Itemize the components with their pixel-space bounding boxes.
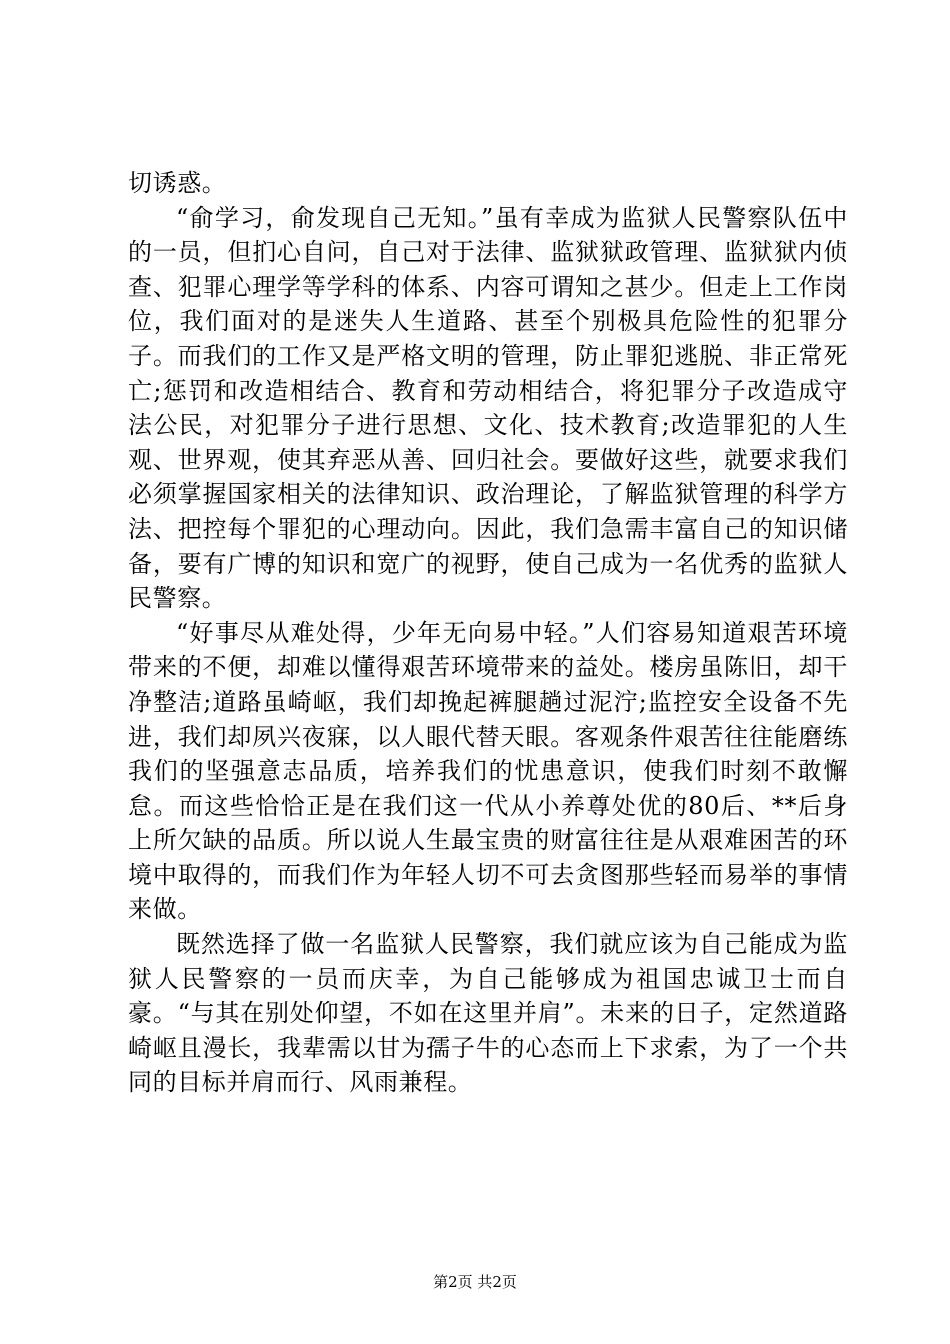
- paragraph-1: 切诱惑。: [128, 169, 227, 197]
- page-footer: 第2页 共2页: [433, 1273, 517, 1291]
- paragraph-3: “好事尽从难处得，少年无向易中轻。”人们容易知道艰苦环境带来的不便，却难以懂得艰苦环境带来的益处。楼房虽陈旧，却干净整洁;道路虽崎岖，我们却挽起裤腿趟过泥泞;监控安全设备不先进，我们却夙兴夜寐，以人眼代替天眼。客观条件艰苦往往能磨练我们的坚强意志品质，培养我们的忧患意识，使我们时刻不敢懈怠。而这些恰恰正是在我们这一代从小养尊处优的80后、**后身上所欠缺的品质。所以说人生最宝贵的财富往往是从艰难困苦的环境中取得的，而我们作为年轻人切不可去贪图那些轻而易举的事情来做。: [128, 618, 848, 924]
- paragraph-2: “俞学习，俞发现自己无知。”虽有幸成为监狱人民警察队伍中的一员，但扪心自问，自己对于法律、监狱狱政管理、监狱狱内侦查、犯罪心理学等学科的体系、内容可谓知之甚少。但走上工作岗位，我们面对的是迷失人生道路、甚至个别极具危险性的犯罪分子。而我们的工作又是严格文明的管理，防止罪犯逃脱、非正常死亡;惩罚和改造相结合、教育和劳动相结合，将犯罪分子改造成守法公民，对犯罪分子进行思想、文化、技术教育;改造罪犯的人生观、世界观，使其弃恶从善、回归社会。要做好这些，就要求我们必须掌握国家相关的法律知识、政治理论，了解监狱管理的科学方法、把控每个罪犯的心理动向。因此，我们急需丰富自己的知识储备，要有广博的知识和宽广的视野，使自己成为一名优秀的监狱人民警察。: [128, 203, 848, 613]
- body-text: [128, 166, 848, 1100]
- paragraph-4: 既然选择了做一名监狱人民警察，我们就应该为自己能成为监狱人民警察的一员而庆幸，为自己能够成为祖国忠诚卫士而自豪。“与其在别处仰望，不如在这里并肩”。未来的日子，定然道路崎岖且漫长，我辈需以甘为孺子牛的心态而上下求索，为了一个共同的目标并肩而行、风雨兼程。: [128, 930, 848, 1097]
